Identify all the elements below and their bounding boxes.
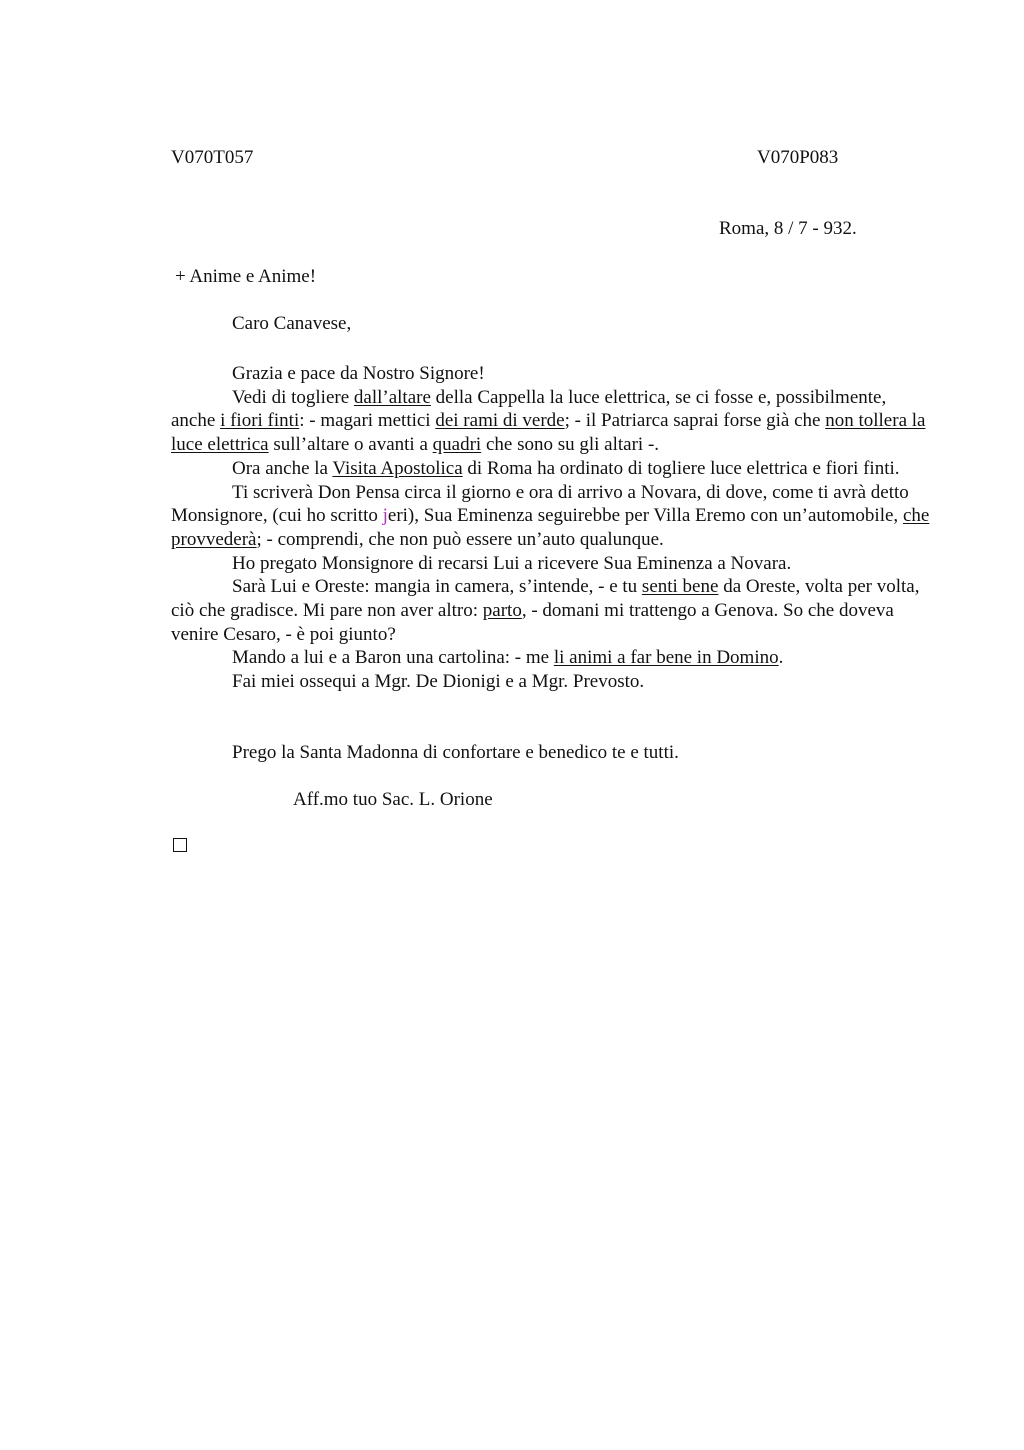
paragraph-5 [171, 575, 931, 646]
letter-body [171, 362, 931, 694]
text-span: , - domani mi trattengo a Genova. So che doveva venire Cesaro, - è poi giunto? [171, 600, 894, 645]
end-box-icon [173, 838, 187, 852]
paragraph-7: Fai miei ossequi a Mgr. De Dionigi e a Mgr. Prevosto. [232, 671, 645, 693]
motto: + Anime e Anime! [175, 266, 317, 287]
underlined-text: non tollera la luce elettrica [171, 410, 926, 456]
document-code-right: V070P083 [757, 147, 839, 168]
underlined-text: i fiori finti [220, 410, 300, 432]
text-span: ; - il Patriarca saprai forse già che [564, 410, 826, 432]
underlined-text: quadri [432, 434, 482, 456]
underlined-text: che provvederà [171, 505, 930, 550]
paragraph-3 [171, 481, 931, 552]
highlighted-letter: j [382, 505, 388, 527]
document-code-left: V070T057 [171, 147, 254, 168]
text-span: Ti scriverà Don Pensa circa il giorno e ora di arrivo a Novara, di dove, come ti avrà detto Monsignore, (cui ho scritto [171, 481, 909, 527]
text-span: : - magari mettici [299, 410, 436, 432]
underlined-text: Visita Apostolica [332, 457, 463, 479]
paragraph-4: Ho pregato Monsignore di recarsi Lui a ricevere Sua Eminenza a Novara. [232, 552, 792, 574]
signature: Aff.mo tuo Sac. L. Orione [293, 789, 493, 810]
text-span: ; - comprendi, che non può essere un’auto qualunque. [256, 528, 664, 550]
text-span: . [778, 647, 784, 669]
underlined-text: li animi a far bene in Domino [553, 647, 779, 669]
text-span: Sarà Lui e Oreste: mangia in camera, s’intende, - e tu [232, 576, 642, 598]
text-span: che sono su gli altari -. [481, 434, 660, 456]
paragraph-1 [171, 386, 931, 457]
text-span: sull’altare o avanti a [268, 434, 433, 456]
salutation: Caro Canavese, [232, 313, 352, 334]
underlined-text: parto [482, 600, 522, 622]
text-span: Ora anche la [232, 457, 333, 479]
greeting: Grazia e pace da Nostro Signore! [232, 363, 485, 384]
text-span: della Cappella la luce elettrica, se ci fosse e, possibilmente, anche [171, 386, 887, 432]
underlined-text: dall’altare [353, 386, 431, 408]
text-span: Mando a lui e a Baron una cartolina: - me [232, 647, 554, 669]
paragraph-2 [171, 457, 931, 481]
dateline: Roma, 8 / 7 - 932. [719, 218, 857, 239]
closing-prayer: Prego la Santa Madonna di confortare e benedico te e tutti. [232, 742, 679, 763]
text-span: eri), Sua Eminenza seguirebbe per Villa Eremo con un’automobile, [387, 505, 903, 527]
underlined-text: dei rami di verde [435, 410, 565, 432]
paragraph-6 [171, 646, 931, 670]
text-span: Vedi di togliere [232, 386, 354, 408]
text-span: di Roma ha ordinato di togliere luce elettrica e fiori finti. [462, 457, 900, 479]
text-span: da Oreste, volta per volta, ciò che gradisce. Mi pare non aver altro: [171, 576, 920, 622]
underlined-text: senti bene [641, 576, 719, 598]
